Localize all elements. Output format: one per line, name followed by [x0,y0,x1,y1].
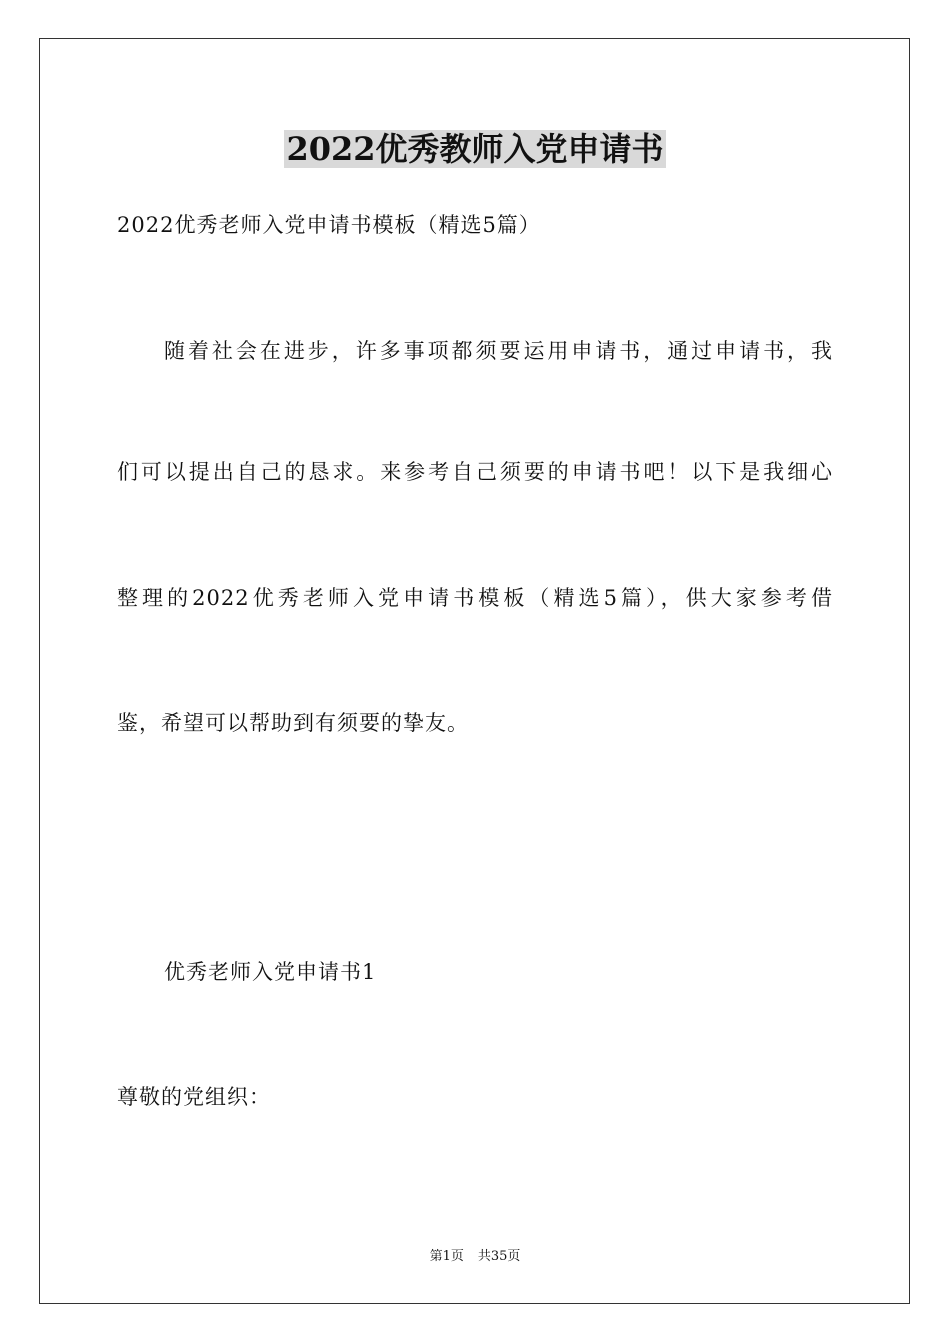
intro-line-3: 整理的2022优秀老师入党申请书模板（精选5篇），供大家参考借 [117,586,833,610]
section-heading: 优秀老师入党申请书1 [164,960,377,984]
document-subtitle: 2022优秀老师入党申请书模板（精选5篇） [117,213,541,237]
document-title [0,128,950,170]
page-footer [0,1248,950,1266]
page-number-total: 共35页 [477,1249,521,1264]
page-number-current: 第1页 [429,1249,464,1264]
salutation: 尊敬的党组织： [117,1085,271,1109]
document-title-text: 2022优秀教师入党申请书 [286,130,664,168]
intro-line-2: 们可以提出自己的恳求。来参考自己须要的申请书吧！以下是我细心 [117,460,833,484]
intro-line-4: 鉴，希望可以帮助到有须要的挚友。 [117,711,469,735]
intro-line-1: 随着社会在进步，许多事项都须要运用申请书，通过申请书，我 [164,339,833,363]
